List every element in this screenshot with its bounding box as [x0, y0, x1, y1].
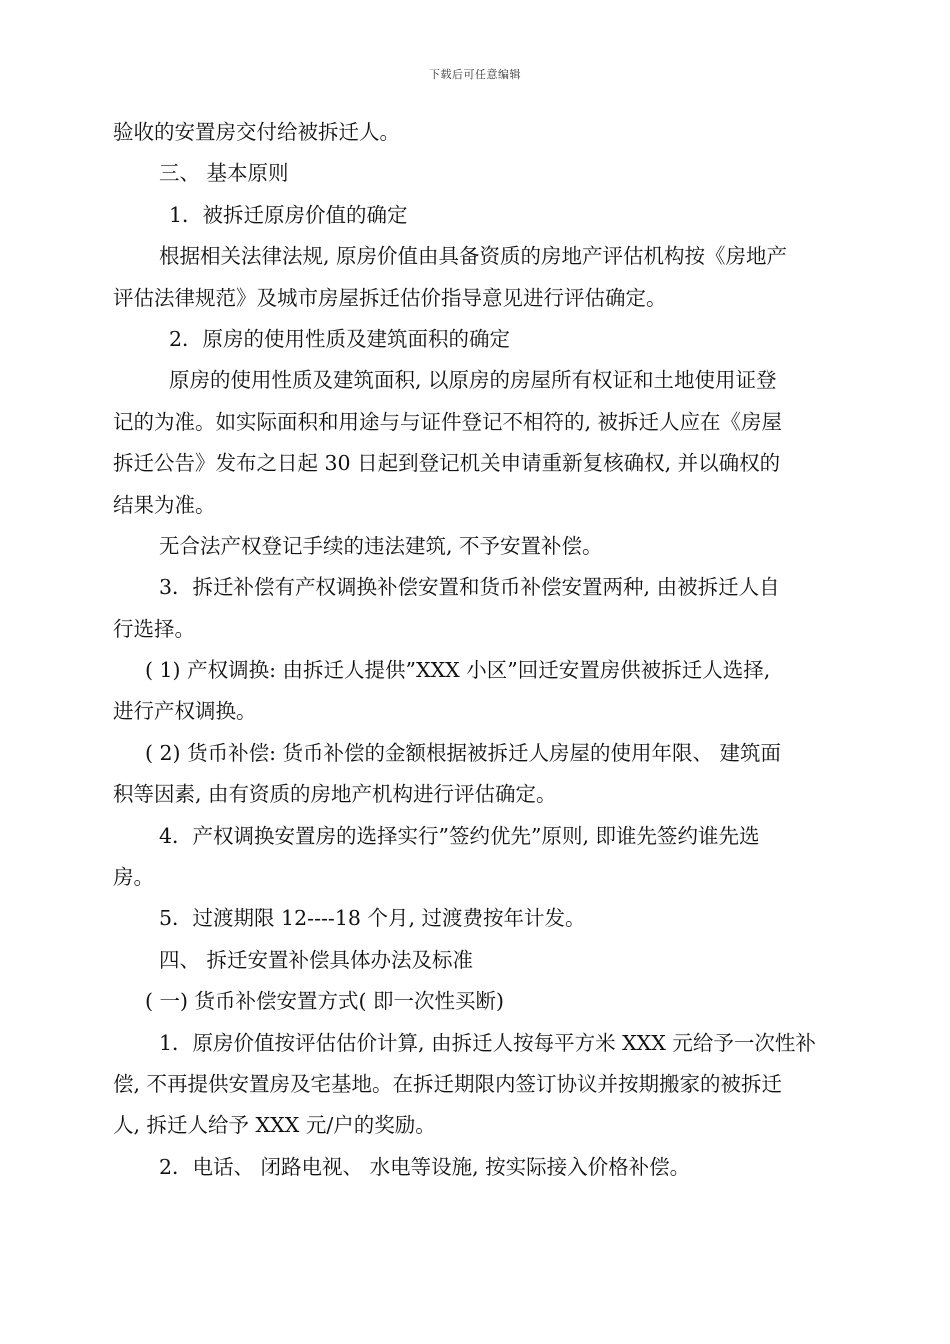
text-line: 2．电话、 闭路电视、 水电等设施, 按实际接入价格补偿。: [159, 1154, 691, 1179]
text-line: 拆迁公告》发布之日起 30 日起到登记机关申请重新复核确权, 并以确权的: [113, 451, 781, 476]
text-line: 结果为准。: [113, 492, 216, 517]
text-line: 人, 拆迁人给予 XXX 元/户的奖励。: [113, 1113, 436, 1138]
document-body: [113, 112, 841, 1188]
page-header: 下载后可任意编辑: [429, 68, 521, 81]
text-line: ( 1) 产权调换: 由拆迁人提供”XXX 小区”回迁安置房供被拆迁人选择,: [145, 658, 771, 683]
text-line: 偿, 不再提供安置房及宅基地。在拆迁期限内签订协议并按期搬家的被拆迁: [113, 1071, 783, 1096]
text-line: ( 2) 货币补偿: 货币补偿的金额根据被拆迁人房屋的使用年限、 建筑面: [145, 740, 782, 765]
section-heading: 三、 基本原则: [159, 161, 289, 186]
text-line: 积等因素, 由有资质的房地产机构进行评估确定。: [113, 782, 557, 807]
section-heading: 四、 拆迁安置补偿具体办法及标准: [159, 947, 474, 972]
subsection-heading: ( 一) 货币补偿安置方式( 即一次性买断): [145, 989, 505, 1014]
text-line: 记的为准。如实际面积和用途与与证件登记不相符的, 被拆迁人应在《房屋: [113, 409, 783, 434]
text-line: 房。: [113, 865, 154, 890]
text-line: 行选择。: [113, 616, 195, 641]
text-line: 无合法产权登记手续的违法建筑, 不予安置补偿。: [159, 533, 603, 558]
subsection-heading: 1．被拆迁原房价值的确定: [169, 202, 408, 227]
text-line: 1．原房价值按评估估价计算, 由拆迁人按每平方米 XXX 元给予一次性补: [159, 1030, 816, 1055]
text-line: 评估法律规范》及城市房屋拆迁估价指导意见进行评估确定。: [113, 285, 667, 310]
text-line: 5．过渡期限 12----18 个月, 过渡费按年计发。: [159, 906, 586, 931]
text-line: 验收的安置房交付给被拆迁人。: [113, 120, 400, 144]
text-line: 原房的使用性质及建筑面积, 以原房的房屋所有权证和土地使用证登: [169, 368, 777, 393]
text-line: 进行产权调换。: [113, 699, 257, 724]
text-line: 4．产权调换安置房的选择实行”签约优先”原则, 即谁先签约谁先选: [159, 823, 760, 848]
text-line: 根据相关法律法规, 原房价值由具备资质的房地产评估机构按《房地产: [159, 244, 788, 269]
subsection-heading: 2．原房的使用性质及建筑面积的确定: [169, 326, 511, 351]
text-line: 3．拆迁补偿有产权调换补偿安置和货币补偿安置两种, 由被拆迁人自: [159, 575, 780, 600]
